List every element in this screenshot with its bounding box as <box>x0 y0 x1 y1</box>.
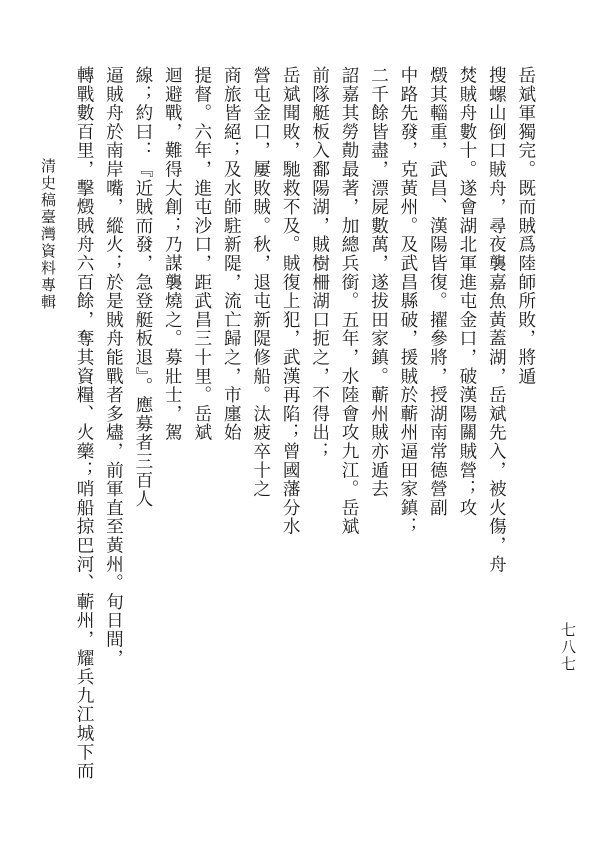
text-column: 逼賊舟於南岸嘴，縱火；於是賊舟能戰者多燼，前軍直至黃州。旬日間， <box>103 66 124 668</box>
book-title-margin: 清史稿臺灣資料專輯 <box>39 158 57 311</box>
text-column: 燬其輜重，武昌、漢陽皆復。擢參將，授湖南常德營副 <box>427 66 448 518</box>
vertical-text-block <box>70 66 540 826</box>
text-column: 轉戰數百里，擊燬賊舟六百餘，奪其資糧、火藥；哨船掠巴河、蘄州，耀兵九江城下而 <box>74 66 94 781</box>
text-column: 岳斌軍獨完。既而賊爲陸師所敗，將遁 <box>515 66 536 386</box>
text-column: 前隊艇板入鄱陽湖，賊樹柵湖口扼之，不得出； <box>309 66 330 461</box>
text-column: 營屯金口，屢敗賊。秋，退屯新隄修船。汰疲卒十之 <box>250 66 271 499</box>
text-column: 搜螺山倒口賊舟，尋夜襲嘉魚黃蓋湖，岳斌先入，被火傷，舟 <box>486 66 507 574</box>
text-column: 商旅皆絕；及水師駐新隄，流亡歸之，市廛始 <box>221 66 242 442</box>
text-column: 提督。六年，進屯沙口，距武昌三十里。岳斌 <box>191 66 212 442</box>
text-column: 焚賊舟數十。遂會湖北軍進屯金口，破漢陽關賊營；攻 <box>456 66 477 518</box>
text-column: 詔嘉其勞勣最著，加總兵銜。五年，水陸會攻九江。岳斌 <box>339 66 360 536</box>
text-column: 二千餘皆盡，漂屍數萬，遂拔田家鎮。蘄州賊亦遁去 <box>368 66 389 499</box>
text-column: 迴避戰，難得大創；乃謀襲燒之。募壯士，駕 <box>162 66 183 442</box>
text-column: 岳斌聞敗，馳救不及。賊復上犯，武漢再陷；曾國藩分水 <box>280 66 301 536</box>
page-number: 七八七 <box>559 622 577 673</box>
text-column: 線；約曰：『近賊而發，急登艇板退』。應募者三百人 <box>132 66 153 509</box>
text-column: 中路先發，克黃州。及武昌縣破，援賊於蘄州逼田家鎮； <box>397 66 418 536</box>
